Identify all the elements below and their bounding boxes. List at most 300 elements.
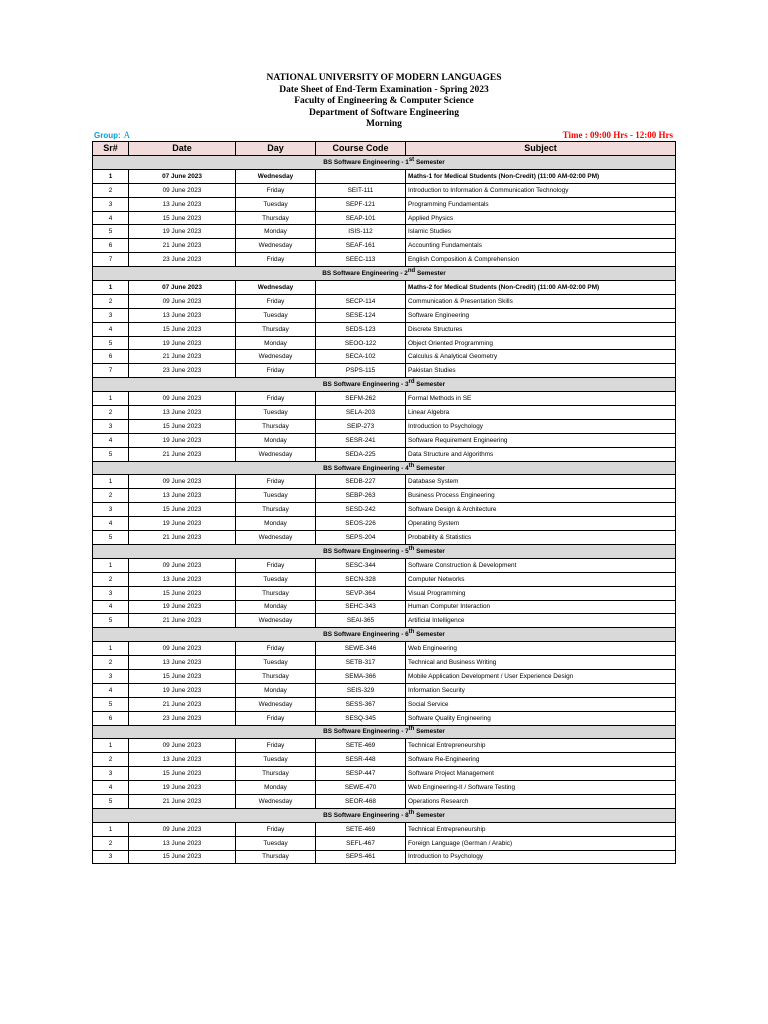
sr-cell: 5	[93, 336, 129, 350]
date-cell: 15 June 2023	[129, 211, 236, 225]
table-row	[93, 433, 676, 447]
date-cell: 19 June 2023	[129, 336, 236, 350]
sr-cell: 2	[93, 183, 129, 197]
date-cell: 23 June 2023	[129, 253, 236, 267]
course-code-cell: ISIS-112	[316, 225, 406, 239]
semester-title	[93, 628, 676, 642]
sr-cell: 1	[93, 822, 129, 836]
semester-title-prefix: BS Software Engineering - 6	[323, 631, 409, 639]
table-row	[93, 197, 676, 211]
course-code-cell: SEPS-204	[316, 531, 406, 545]
subject-cell: Islamic Studies	[406, 225, 676, 239]
day-cell: Thursday	[236, 669, 316, 683]
date-cell: 23 June 2023	[129, 711, 236, 725]
sr-cell: 3	[93, 419, 129, 433]
date-cell: 13 June 2023	[129, 197, 236, 211]
day-cell: Thursday	[236, 586, 316, 600]
semester-title-prefix: BS Software Engineering - 2	[322, 270, 408, 278]
day-cell: Monday	[236, 517, 316, 531]
shift-label: Morning	[366, 119, 402, 129]
date-cell: 09 June 2023	[129, 558, 236, 572]
day-cell: Wednesday	[236, 447, 316, 461]
semester-title	[93, 808, 676, 822]
subject-cell: Technical Entrepreneurship	[406, 739, 676, 753]
university-name: NATIONAL UNIVERSITY OF MODERN LANGUAGES	[266, 73, 502, 83]
semester-header-row	[93, 378, 676, 392]
day-cell: Monday	[236, 683, 316, 697]
department-name: Department of Software Engineering	[309, 107, 459, 118]
subject-cell: Computer Networks	[406, 572, 676, 586]
sr-cell: 6	[93, 239, 129, 253]
day-cell: Wednesday	[236, 169, 316, 183]
date-cell: 13 June 2023	[129, 572, 236, 586]
subject-cell: Business Process Engineering	[406, 489, 676, 503]
table-row	[93, 614, 676, 628]
sr-cell: 4	[93, 781, 129, 795]
semester-title-suffix: Semester	[414, 464, 445, 472]
semester-header-row	[93, 267, 676, 281]
column-header-subject: Subject	[406, 142, 676, 156]
table-row	[93, 642, 676, 656]
course-code-cell: SEOS-226	[316, 517, 406, 531]
date-cell: 09 June 2023	[129, 642, 236, 656]
course-code-cell: SEFL-467	[316, 836, 406, 850]
course-code-cell: SEOO-122	[316, 336, 406, 350]
sr-cell: 2	[93, 489, 129, 503]
semester-title-prefix: BS Software Engineering - 7	[323, 728, 409, 736]
table-row	[93, 711, 676, 725]
course-code-cell: SESQ-345	[316, 711, 406, 725]
course-code-cell: PSPS-115	[316, 364, 406, 378]
table-row	[93, 281, 676, 295]
table-row	[93, 406, 676, 420]
semester-ordinal-suffix: st	[408, 156, 415, 163]
sr-cell: 4	[93, 683, 129, 697]
subject-cell: Software Re-Engineering	[406, 753, 676, 767]
semester-title	[93, 156, 676, 170]
subject-cell: Visual Programming	[406, 586, 676, 600]
column-header-day: Day	[236, 142, 316, 156]
date-cell: 07 June 2023	[129, 169, 236, 183]
day-cell: Friday	[236, 183, 316, 197]
table-row	[93, 239, 676, 253]
course-code-cell: SEPF-121	[316, 197, 406, 211]
subject-cell: Software Engineering	[406, 308, 676, 322]
subject-cell: Software Requirement Engineering	[406, 433, 676, 447]
sr-cell: 4	[93, 322, 129, 336]
table-row	[93, 447, 676, 461]
subject-cell: Technical and Business Writing	[406, 656, 676, 670]
course-code-cell: SEEC-113	[316, 253, 406, 267]
sr-cell: 2	[93, 294, 129, 308]
semester-header-row	[93, 725, 676, 739]
day-cell: Thursday	[236, 419, 316, 433]
sr-cell: 1	[93, 558, 129, 572]
date-cell: 07 June 2023	[129, 281, 236, 295]
table-row	[93, 697, 676, 711]
faculty-name: Faculty of Engineering & Computer Science	[294, 96, 474, 106]
sr-cell: 2	[93, 656, 129, 670]
course-code-cell: SESR-448	[316, 753, 406, 767]
table-row	[93, 392, 676, 406]
sr-cell: 2	[93, 753, 129, 767]
subject-cell: Linear Algebra	[406, 406, 676, 420]
semester-title-suffix: Semester	[414, 631, 445, 639]
column-header-course-code: Course Code	[316, 142, 406, 156]
table-row	[93, 781, 676, 795]
subject-cell: Accounting Fundamentals	[406, 239, 676, 253]
table-row	[93, 794, 676, 808]
day-cell: Tuesday	[236, 572, 316, 586]
course-code-cell: SEBP-263	[316, 489, 406, 503]
semester-ordinal-suffix: th	[408, 726, 415, 733]
semester-title	[93, 725, 676, 739]
date-cell: 15 June 2023	[129, 767, 236, 781]
course-code-cell: SEDA-225	[316, 447, 406, 461]
table-row	[93, 836, 676, 850]
subject-cell: Formal Methods in SE	[406, 392, 676, 406]
subject-cell: Pakistan Studies	[406, 364, 676, 378]
sr-cell: 4	[93, 517, 129, 531]
date-cell: 19 June 2023	[129, 600, 236, 614]
day-cell: Monday	[236, 433, 316, 447]
table-row	[93, 211, 676, 225]
table-row	[93, 586, 676, 600]
course-code-cell: SEIP-273	[316, 419, 406, 433]
sr-cell: 7	[93, 364, 129, 378]
subject-cell: Object Oriented Programming	[406, 336, 676, 350]
day-cell: Thursday	[236, 850, 316, 864]
semester-title	[93, 461, 676, 475]
date-cell: 09 June 2023	[129, 392, 236, 406]
date-cell: 21 June 2023	[129, 697, 236, 711]
subject-cell: Software Design & Architecture	[406, 503, 676, 517]
subject-cell: Operating System	[406, 517, 676, 531]
table-row	[93, 753, 676, 767]
subject-cell: Maths-2 for Medical Students (Non-Credit) (11:00 AM-02:00 PM)	[406, 281, 676, 295]
subject-cell: Operations Research	[406, 794, 676, 808]
course-code-cell: SETE-469	[316, 739, 406, 753]
day-cell: Tuesday	[236, 753, 316, 767]
table-row	[93, 419, 676, 433]
subject-cell: Discrete Structures	[406, 322, 676, 336]
day-cell: Thursday	[236, 322, 316, 336]
table-row	[93, 475, 676, 489]
subject-cell: Foreign Language (German / Arabic)	[406, 836, 676, 850]
day-cell: Wednesday	[236, 350, 316, 364]
day-cell: Friday	[236, 711, 316, 725]
table-row	[93, 850, 676, 864]
subject-cell: Software Construction & Development	[406, 558, 676, 572]
day-cell: Friday	[236, 253, 316, 267]
subject-cell: Software Quality Engineering	[406, 711, 676, 725]
exam-schedule-table	[92, 141, 676, 864]
course-code-cell: SEHC-343	[316, 600, 406, 614]
subject-cell: Probability & Statistics	[406, 531, 676, 545]
sr-cell: 5	[93, 225, 129, 239]
date-cell: 15 June 2023	[129, 850, 236, 864]
table-row	[93, 489, 676, 503]
course-code-cell: SETB-317	[316, 656, 406, 670]
sr-cell: 2	[93, 406, 129, 420]
day-cell: Thursday	[236, 211, 316, 225]
course-code-cell	[316, 169, 406, 183]
day-cell: Friday	[236, 475, 316, 489]
subject-cell: Communication & Presentation Skills	[406, 294, 676, 308]
day-cell: Friday	[236, 642, 316, 656]
course-code-cell: SECN-328	[316, 572, 406, 586]
course-code-cell: SEAI-365	[316, 614, 406, 628]
course-code-cell: SEOR-468	[316, 794, 406, 808]
date-cell: 19 June 2023	[129, 781, 236, 795]
subject-cell: Maths-1 for Medical Students (Non-Credit) (11:00 AM-02:00 PM)	[406, 169, 676, 183]
sr-cell: 5	[93, 794, 129, 808]
day-cell: Wednesday	[236, 239, 316, 253]
table-row	[93, 253, 676, 267]
exam-time: Time : 09:00 Hrs - 12:00 Hrs	[562, 129, 673, 140]
course-code-cell: SESR-241	[316, 433, 406, 447]
semester-header-row	[93, 808, 676, 822]
day-cell: Wednesday	[236, 794, 316, 808]
course-code-cell: SETE-469	[316, 822, 406, 836]
day-cell: Monday	[236, 600, 316, 614]
date-cell: 09 June 2023	[129, 183, 236, 197]
course-code-cell: SEAF-161	[316, 239, 406, 253]
course-code-cell: SEPS-461	[316, 850, 406, 864]
semester-title-prefix: BS Software Engineering - 5	[323, 547, 409, 555]
table-body	[93, 156, 676, 864]
day-cell: Tuesday	[236, 406, 316, 420]
table-row	[93, 183, 676, 197]
day-cell: Friday	[236, 294, 316, 308]
day-cell: Wednesday	[236, 281, 316, 295]
semester-title-suffix: Semester	[414, 728, 445, 736]
course-code-cell: SEAP-101	[316, 211, 406, 225]
sr-cell: 3	[93, 503, 129, 517]
subject-cell: English Composition & Comprehension	[406, 253, 676, 267]
course-code-cell: SESS-367	[316, 697, 406, 711]
subject-cell: Software Project Management	[406, 767, 676, 781]
course-code-cell: SESD-242	[316, 503, 406, 517]
sr-cell: 4	[93, 600, 129, 614]
course-code-cell: SELA-203	[316, 406, 406, 420]
date-cell: 13 June 2023	[129, 836, 236, 850]
day-cell: Monday	[236, 781, 316, 795]
course-code-cell: SECA-102	[316, 350, 406, 364]
subject-cell: Applied Physics	[406, 211, 676, 225]
semester-title-prefix: BS Software Engineering - 3	[322, 381, 409, 389]
table-header-row	[93, 142, 676, 156]
date-cell: 15 June 2023	[129, 586, 236, 600]
sr-cell: 7	[93, 253, 129, 267]
sr-cell: 3	[93, 767, 129, 781]
course-code-cell: SEWE-346	[316, 642, 406, 656]
course-code-cell: SEDS-123	[316, 322, 406, 336]
date-cell: 19 June 2023	[129, 433, 236, 447]
date-cell: 21 June 2023	[129, 350, 236, 364]
group-value: A	[123, 130, 131, 140]
group-indicator	[94, 130, 130, 140]
day-cell: Wednesday	[236, 697, 316, 711]
table-row	[93, 503, 676, 517]
group-label: Group:	[94, 131, 121, 140]
date-cell: 13 June 2023	[129, 308, 236, 322]
sr-cell: 3	[93, 308, 129, 322]
sr-cell: 5	[93, 614, 129, 628]
subject-cell: Mobile Application Development / User Experience Design	[406, 669, 676, 683]
day-cell: Wednesday	[236, 614, 316, 628]
date-cell: 19 June 2023	[129, 683, 236, 697]
course-code-cell	[316, 281, 406, 295]
table-row	[93, 531, 676, 545]
date-cell: 23 June 2023	[129, 364, 236, 378]
subject-cell: Artificial Intelligence	[406, 614, 676, 628]
subject-cell: Web Engineering-II / Software Testing	[406, 781, 676, 795]
sr-cell: 6	[93, 350, 129, 364]
date-cell: 13 June 2023	[129, 489, 236, 503]
semester-title-suffix: Semester	[414, 381, 446, 389]
semester-title	[93, 267, 676, 281]
semester-title	[93, 544, 676, 558]
course-code-cell: SEWE-470	[316, 781, 406, 795]
sr-cell: 2	[93, 836, 129, 850]
sr-cell: 3	[93, 850, 129, 864]
semester-header-row	[93, 156, 676, 170]
course-code-cell: SEMA-366	[316, 669, 406, 683]
day-cell: Friday	[236, 739, 316, 753]
date-cell: 09 June 2023	[129, 822, 236, 836]
subject-cell: Introduction to Psychology	[406, 419, 676, 433]
sr-cell: 4	[93, 211, 129, 225]
subject-cell: Technical Entrepreneurship	[406, 822, 676, 836]
sr-cell: 1	[93, 475, 129, 489]
subject-cell: Information Security	[406, 683, 676, 697]
subject-cell: Human Computer Interaction	[406, 600, 676, 614]
semester-ordinal-suffix: th	[408, 462, 415, 469]
day-cell: Friday	[236, 392, 316, 406]
date-cell: 15 June 2023	[129, 322, 236, 336]
table-row	[93, 294, 676, 308]
date-cell: 15 June 2023	[129, 669, 236, 683]
subject-cell: Introduction to Psychology	[406, 850, 676, 864]
date-cell: 19 June 2023	[129, 517, 236, 531]
sheet-title: Date Sheet of End-Term Examination - Spring 2023	[279, 84, 489, 95]
day-cell: Tuesday	[236, 197, 316, 211]
table-row	[93, 739, 676, 753]
semester-ordinal-suffix: rd	[408, 379, 415, 386]
day-cell: Wednesday	[236, 531, 316, 545]
semester-ordinal-suffix: nd	[407, 267, 416, 274]
sr-cell: 5	[93, 447, 129, 461]
semester-header-row	[93, 461, 676, 475]
sr-cell: 1	[93, 642, 129, 656]
course-code-cell: SESC-344	[316, 558, 406, 572]
sr-cell: 3	[93, 586, 129, 600]
date-cell: 21 June 2023	[129, 447, 236, 461]
course-code-cell: SESE-124	[316, 308, 406, 322]
table-row	[93, 767, 676, 781]
date-cell: 21 June 2023	[129, 531, 236, 545]
subject-cell: Data Structure and Algorithms	[406, 447, 676, 461]
sr-cell: 3	[93, 669, 129, 683]
sr-cell: 4	[93, 433, 129, 447]
semester-title-suffix: Semester	[414, 158, 445, 166]
table-row	[93, 683, 676, 697]
date-cell: 09 June 2023	[129, 739, 236, 753]
semester-title-prefix: BS Software Engineering - 1	[323, 158, 409, 166]
course-code-cell: SEDB-227	[316, 475, 406, 489]
day-cell: Monday	[236, 336, 316, 350]
day-cell: Thursday	[236, 767, 316, 781]
sr-cell: 1	[93, 281, 129, 295]
semester-title-prefix: BS Software Engineering - 4	[323, 464, 409, 472]
table-row	[93, 169, 676, 183]
table-row	[93, 669, 676, 683]
table-row	[93, 350, 676, 364]
table-row	[93, 364, 676, 378]
day-cell: Tuesday	[236, 656, 316, 670]
table-row	[93, 322, 676, 336]
sr-cell: 1	[93, 392, 129, 406]
semester-header-row	[93, 544, 676, 558]
day-cell: Friday	[236, 558, 316, 572]
semester-ordinal-suffix: th	[408, 809, 415, 816]
column-header-date: Date	[129, 142, 236, 156]
date-cell: 15 June 2023	[129, 503, 236, 517]
day-cell: Friday	[236, 822, 316, 836]
semester-title-prefix: BS Software Engineering - 8	[323, 811, 409, 819]
subject-cell: Web Engineering	[406, 642, 676, 656]
day-cell: Thursday	[236, 503, 316, 517]
course-code-cell: SEIS-329	[316, 683, 406, 697]
sr-cell: 3	[93, 197, 129, 211]
date-cell: 13 June 2023	[129, 656, 236, 670]
semester-header-row	[93, 628, 676, 642]
semester-ordinal-suffix: th	[408, 545, 415, 552]
date-cell: 15 June 2023	[129, 419, 236, 433]
sr-cell: 1	[93, 169, 129, 183]
day-cell: Friday	[236, 364, 316, 378]
semester-title-suffix: Semester	[414, 547, 445, 555]
sr-cell: 6	[93, 711, 129, 725]
course-code-cell: SECP-114	[316, 294, 406, 308]
date-cell: 13 June 2023	[129, 406, 236, 420]
course-code-cell: SESP-447	[316, 767, 406, 781]
table-row	[93, 336, 676, 350]
date-cell: 21 June 2023	[129, 794, 236, 808]
day-cell: Tuesday	[236, 308, 316, 322]
course-code-cell: SEFM-262	[316, 392, 406, 406]
column-header-sr: Sr#	[93, 142, 129, 156]
date-cell: 21 June 2023	[129, 614, 236, 628]
semester-title	[93, 378, 676, 392]
date-cell: 21 June 2023	[129, 239, 236, 253]
day-cell: Tuesday	[236, 489, 316, 503]
table-row	[93, 656, 676, 670]
table-row	[93, 517, 676, 531]
course-code-cell: SEIT-111	[316, 183, 406, 197]
table-row	[93, 308, 676, 322]
semester-ordinal-suffix: th	[408, 629, 415, 636]
sr-cell: 5	[93, 531, 129, 545]
subject-cell: Introduction to Information & Communication Technology	[406, 183, 676, 197]
sr-cell: 2	[93, 572, 129, 586]
table-row	[93, 822, 676, 836]
sr-cell: 5	[93, 697, 129, 711]
table-row	[93, 558, 676, 572]
date-cell: 19 June 2023	[129, 225, 236, 239]
subject-cell: Programming Fundamentals	[406, 197, 676, 211]
